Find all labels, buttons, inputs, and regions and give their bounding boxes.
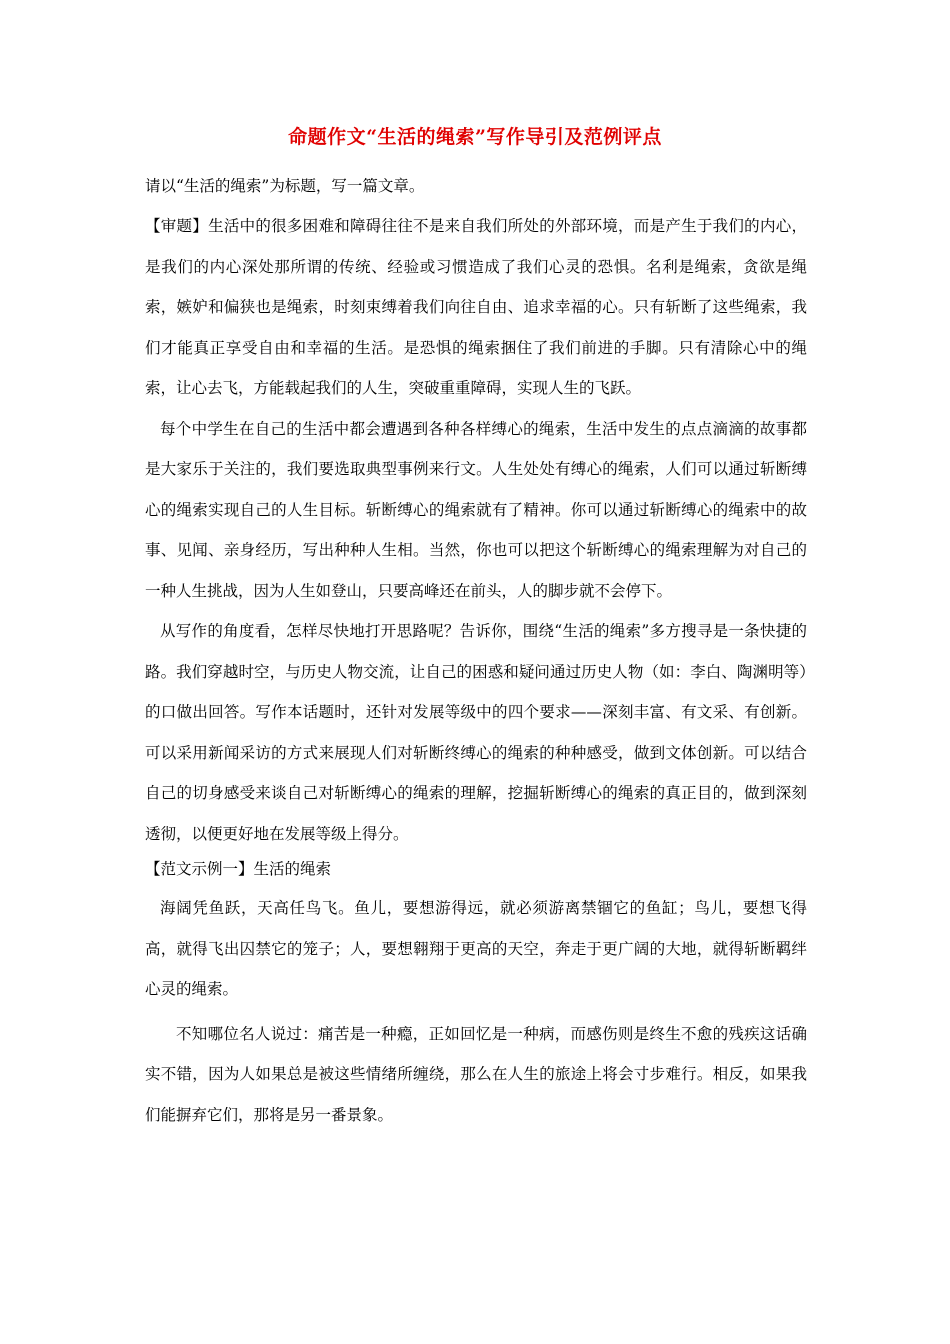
sample-essay-heading: 【范文示例一】生活的绳索 <box>145 860 332 878</box>
document-title: 命题作文“生活的绳索”写作导引及范例评点 <box>288 126 662 148</box>
sample-essay-paragraph: 不知哪位名人说过：痛苦是一种瘾，正如回忆是一种病，而感伤则是终生不愈的残疾这话确实不错，因为人如果总是被这些情绪所缠绕，那么在人生的旅途上将会寸步难行。相反，如果我们能摒弃它们，那将是另一番景象。 <box>145 1024 807 1124</box>
guidance-paragraph: 每个中学生在自己的生活中都会遭遇到各种各样缚心的绳索，生活中发生的点点滴滴的故事都是大家乐于关注的，我们要选取典型事例来行文。人生处处有缚心的绳索，人们可以通过斩断缚心的绳索实现自己的人生目标。斩断缚心的绳索就有了精神。你可以通过斩断缚心的绳索中的故事、见闻、亲身经历，写出种种人生相。当然，你也可以把这个斩断缚心的绳索理解为对自己的一种人生挑战，因为人生如登山，只要高峰还在前头，人的脚步就不会停下。 <box>145 419 807 600</box>
sample-essay-paragraph: 海阔凭鱼跃，天高任鸟飞。鱼儿，要想游得远，就必须游离禁锢它的鱼缸；鸟儿，要想飞得高，就得飞出囚禁它的笼子；人，要想翱翔于更高的天空，奔走于更广阔的大地，就得斩断羁绊心灵的绳索。 <box>145 899 807 998</box>
review-paragraph: 【审题】生活中的很多困难和障碍往往不是来自我们所处的外部环境，而是产生于我们的内心，是我们的内心深处那所谓的传统、经验或习惯造成了我们心灵的恐惧。名利是绳索，贪欲是绳索，嫉妒和偏狭也是绳索，时刻束缚着我们向往自由、追求幸福的心。只有斩断了这些绳索，我们才能真正享受自由和幸福的生活。是恐惧的绳索捆住了我们前进的手脚。只有清除心中的绳索，让心去飞，方能载起我们的人生，突破重重障碍，实现人生的飞跃。 <box>145 217 807 397</box>
prompt-paragraph: 请以“生活的绳索”为标题，写一篇文章。 <box>145 177 425 195</box>
writing-tips-paragraph: 从写作的角度看，怎样尽快地打开思路呢？告诉你，围绕“生活的绳索”多方搜寻是一条快捷的路。我们穿越时空，与历史人物交流，让自己的困惑和疑问通过历史人物（如：李白、陶渊明等）的口做出回答。写作本话题时，还针对发展等级中的四个要求——深刻丰富、有文采、有创新。可以采用新闻采访的方式来展现人们对斩断终缚心的绳索的种种感受，做到文体创新。可以结合自己的切身感受来谈自己对斩断缚心的绳索的理解，挖掘斩断缚心的绳索的真正目的，做到深刻透彻，以便更好地在发展等级上得分。 <box>145 622 807 843</box>
document-body <box>145 173 807 1135</box>
